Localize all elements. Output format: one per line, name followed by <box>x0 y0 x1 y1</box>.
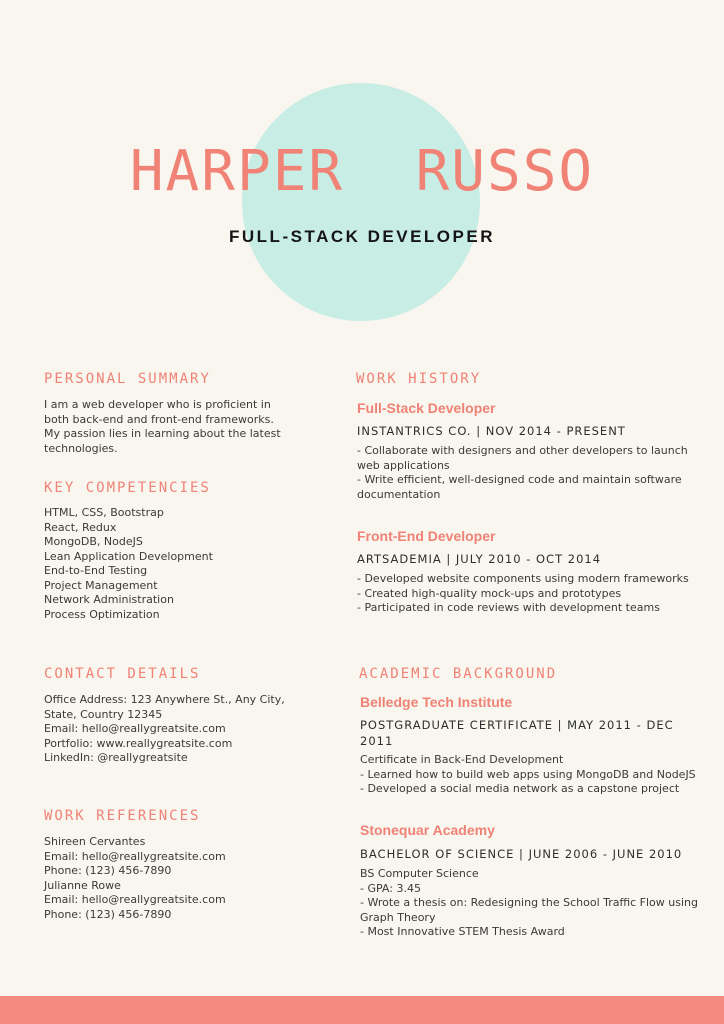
school-details <box>360 753 696 797</box>
candidate-name: HARPER RUSSO <box>129 139 595 204</box>
job-title-heading: Full-Stack Developer <box>357 400 496 416</box>
personal-summary-text <box>44 398 281 456</box>
job-duties <box>357 444 688 502</box>
detail-line: - Learned how to build web apps using MongoDB and NodeJS <box>360 767 696 781</box>
school-meta: POSTGRADUATE CERTIFICATE | MAY 2011 - DEC 2011 <box>360 718 674 748</box>
job-meta: INSTANTRICS CO. | NOV 2014 - PRESENT <box>357 424 626 438</box>
school-details <box>360 867 698 940</box>
competency-item: Lean Application Development <box>44 549 213 563</box>
duty-line: - Developed website components using modern frameworks <box>357 572 689 585</box>
competency-item: Project Management <box>44 578 158 592</box>
detail-line: - GPA: 3.45 <box>360 881 421 895</box>
competency-item: Process Optimization <box>44 607 160 621</box>
detail-line: - Developed a social media network as a capstone project <box>360 782 680 795</box>
bottom-accent-bar <box>0 996 724 1024</box>
competency-item: Network Administration <box>44 593 174 606</box>
contact-line: Email: hello@reallygreatsite.com <box>44 722 226 735</box>
duty-line: documentation <box>357 487 441 501</box>
contact-line: Portfolio: www.reallygreatsite.com <box>44 736 233 750</box>
school-name: Belledge Tech Institute <box>360 694 513 710</box>
academic-background-heading: ACADEMIC BACKGROUND <box>359 666 558 682</box>
competency-item: End-to-End Testing <box>44 564 148 577</box>
detail-line: Graph Theory <box>360 910 436 924</box>
reference-line: Julianne Rowe <box>44 878 121 892</box>
duty-line: - Write efficient, well-designed code and maintain software <box>357 473 682 486</box>
school-meta: BACHELOR OF SCIENCE | JUNE 2006 - JUNE 2010 <box>360 847 683 861</box>
reference-line: Email: hello@reallygreatsite.com <box>44 893 226 906</box>
summary-line: My passion lies in learning about the latest <box>44 427 281 440</box>
contact-line: State, Country 12345 <box>44 707 163 721</box>
key-competencies-heading: KEY COMPETENCIES <box>44 480 211 496</box>
duty-line: - Created high-quality mock-ups and prototypes <box>357 586 622 600</box>
duty-line: - Participated in code reviews with development teams <box>357 601 660 614</box>
school-name: Stonequar Academy <box>360 822 495 838</box>
detail-line: BS Computer Science <box>360 867 479 880</box>
duty-line: web applications <box>357 458 450 472</box>
summary-line: I am a web developer who is proficient in <box>44 398 271 411</box>
detail-line: - Most Innovative STEM Thesis Award <box>360 925 565 938</box>
work-history-heading: WORK HISTORY <box>356 371 482 387</box>
job-title: FULL-STACK DEVELOPER <box>229 227 495 246</box>
summary-line: technologies. <box>44 441 118 455</box>
job-duties <box>357 572 689 616</box>
summary-line: both back-end and front-end frameworks. <box>44 412 274 426</box>
detail-line: - Wrote a thesis on: Redesigning the School Traffic Flow using <box>360 896 698 909</box>
job-title-heading: Front-End Developer <box>357 528 496 544</box>
competency-item: MongoDB, NodeJS <box>44 535 143 548</box>
contact-line: LinkedIn: @reallygreatsite <box>44 751 188 764</box>
reference-line: Email: hello@reallygreatsite.com <box>44 849 226 863</box>
work-references-text <box>44 835 226 922</box>
contact-line: Office Address: 123 Anywhere St., Any City, <box>44 693 285 706</box>
competency-item: React, Redux <box>44 520 117 534</box>
job-meta: ARTSADEMIA | JULY 2010 - OCT 2014 <box>357 552 602 566</box>
contact-details-text <box>44 693 285 766</box>
contact-details-heading: CONTACT DETAILS <box>44 666 201 682</box>
reference-line: Phone: (123) 456-7890 <box>44 907 172 921</box>
personal-summary-heading: PERSONAL SUMMARY <box>44 371 211 387</box>
work-references-heading: WORK REFERENCES <box>44 808 201 824</box>
detail-line: Certificate in Back-End Development <box>360 753 564 766</box>
key-competencies-list <box>44 506 213 622</box>
reference-line: Shireen Cervantes <box>44 835 146 848</box>
reference-line: Phone: (123) 456-7890 <box>44 864 172 877</box>
duty-line: - Collaborate with designers and other developers to launch <box>357 444 688 457</box>
competency-item: HTML, CSS, Bootstrap <box>44 506 164 519</box>
